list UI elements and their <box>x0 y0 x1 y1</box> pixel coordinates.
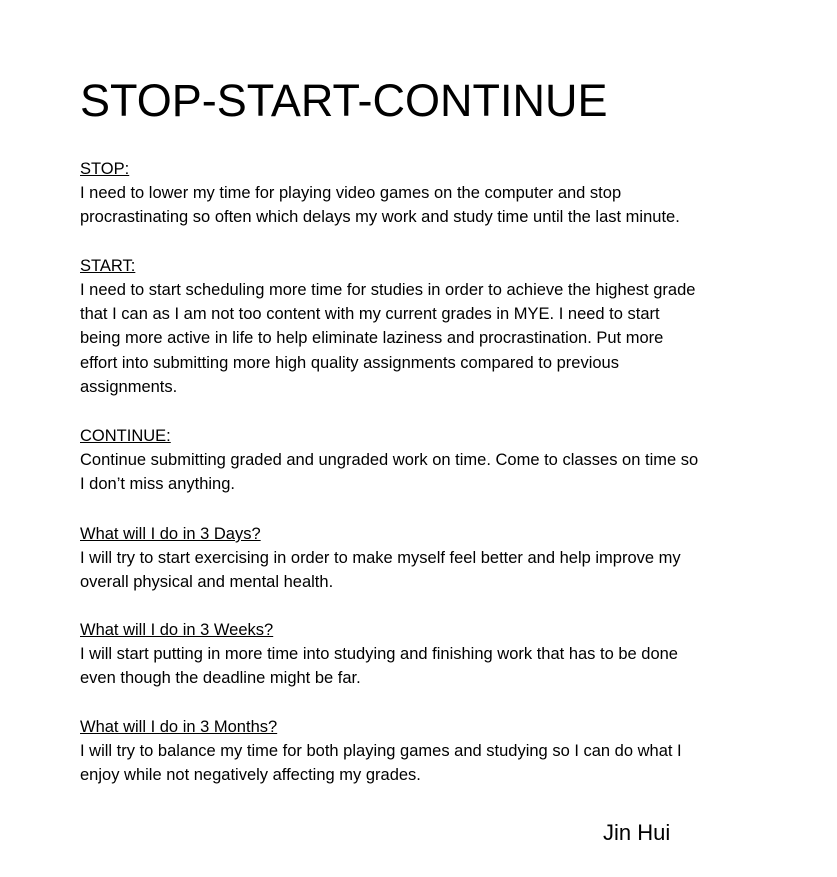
section-line: assignments. <box>80 377 178 396</box>
section-heading-continue: CONTINUE: <box>80 427 171 445</box>
author-signature: Jin Hui <box>603 820 671 845</box>
section-line: effort into submitting more high quality assignments compared to previous <box>80 353 619 372</box>
start-section <box>80 254 780 399</box>
section-heading-3-days: What will I do in 3 Days? <box>80 525 261 543</box>
section-line: I don’t miss anything. <box>80 475 235 494</box>
section-line: being more active in life to help eliminate laziness and procrastination. Put more <box>80 329 664 348</box>
section-heading-start: START: <box>80 257 136 275</box>
section-line: I will try to start exercising in order to make myself feel better and help improve my <box>80 549 681 567</box>
stop-section <box>80 157 780 229</box>
section-line: I will try to balance my time for both playing games and studying so I can do what I <box>80 742 682 760</box>
section-line: procrastinating so often which delays my work and study time until the last minute. <box>80 208 680 227</box>
three-weeks-section <box>80 618 780 690</box>
section-heading-3-months: What will I do in 3 Months? <box>80 718 278 736</box>
section-line: I will start putting in more time into studying and finishing work that has to be done <box>80 645 678 663</box>
section-line: even though the deadline might be far. <box>80 669 361 688</box>
three-months-section <box>80 715 780 787</box>
document-title: STOP-START-CONTINUE <box>80 75 608 126</box>
section-line: overall physical and mental health. <box>80 573 334 592</box>
section-line: I need to lower my time for playing video games on the computer and stop <box>80 184 622 202</box>
section-line: enjoy while not negatively affecting my grades. <box>80 766 421 785</box>
section-line: that I can as I am not too content with my current grades in MYE. I need to start <box>80 305 660 324</box>
section-heading-3-weeks: What will I do in 3 Weeks? <box>80 621 274 639</box>
section-heading-stop: STOP: <box>80 160 130 178</box>
continue-section <box>80 424 780 496</box>
section-line: I need to start scheduling more time for studies in order to achieve the highest grade <box>80 281 696 299</box>
three-days-section <box>80 522 780 594</box>
section-line: Continue submitting graded and ungraded work on time. Come to classes on time so <box>80 451 699 469</box>
